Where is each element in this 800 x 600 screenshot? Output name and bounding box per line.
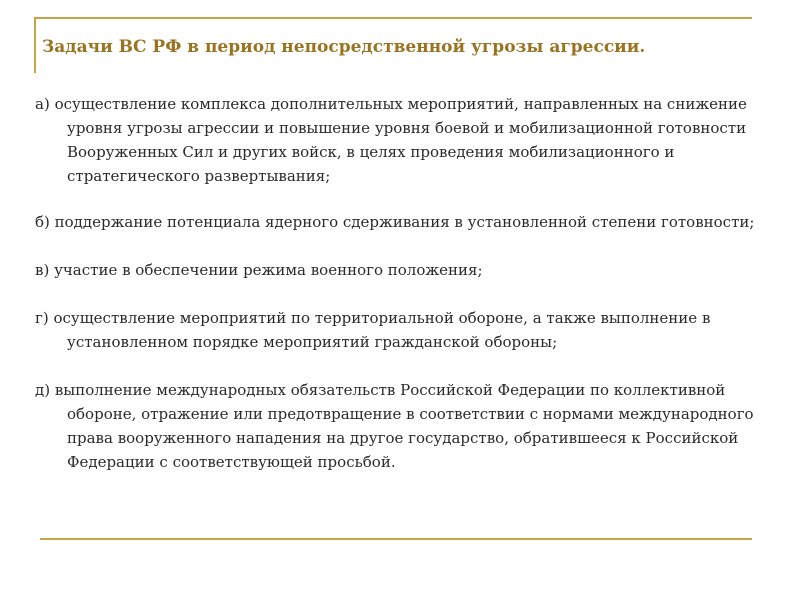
slide-title: Задачи ВС РФ в период непосредственной угрозы агрессии. (42, 37, 646, 57)
task-item-b: б) поддержание потенциала ядерного сдерживания в установленной степени готовности; (35, 213, 755, 231)
bottom-divider (40, 538, 752, 540)
top-divider (34, 17, 752, 19)
left-divider (34, 17, 36, 73)
task-item-d: г) осуществление мероприятий по территориальной обороне, а также выполнение в установленном порядке мероприятий гражданской обороны; (35, 309, 711, 351)
task-item-c: в) участие в обеспечении режима военного положения; (35, 261, 483, 279)
task-list (35, 92, 765, 474)
task-item-a: а) осуществление комплекса дополнительных мероприятий, направленных на снижение уровня угрозы агрессии и повышение уровня боевой и мобилизационной готовности Вооруженных Сил и других войск, в целях проведения мобилизационного и стратегического развертывания; (35, 95, 747, 185)
task-item-e: д) выполнение международных обязательств Российской Федерации по коллективной обороне, отражение или предотвращение в соответствии с нормами международного права вооруженного нападения на другое государство, обратившееся к Российской Федерации с соответствующей просьбой. (35, 381, 754, 471)
